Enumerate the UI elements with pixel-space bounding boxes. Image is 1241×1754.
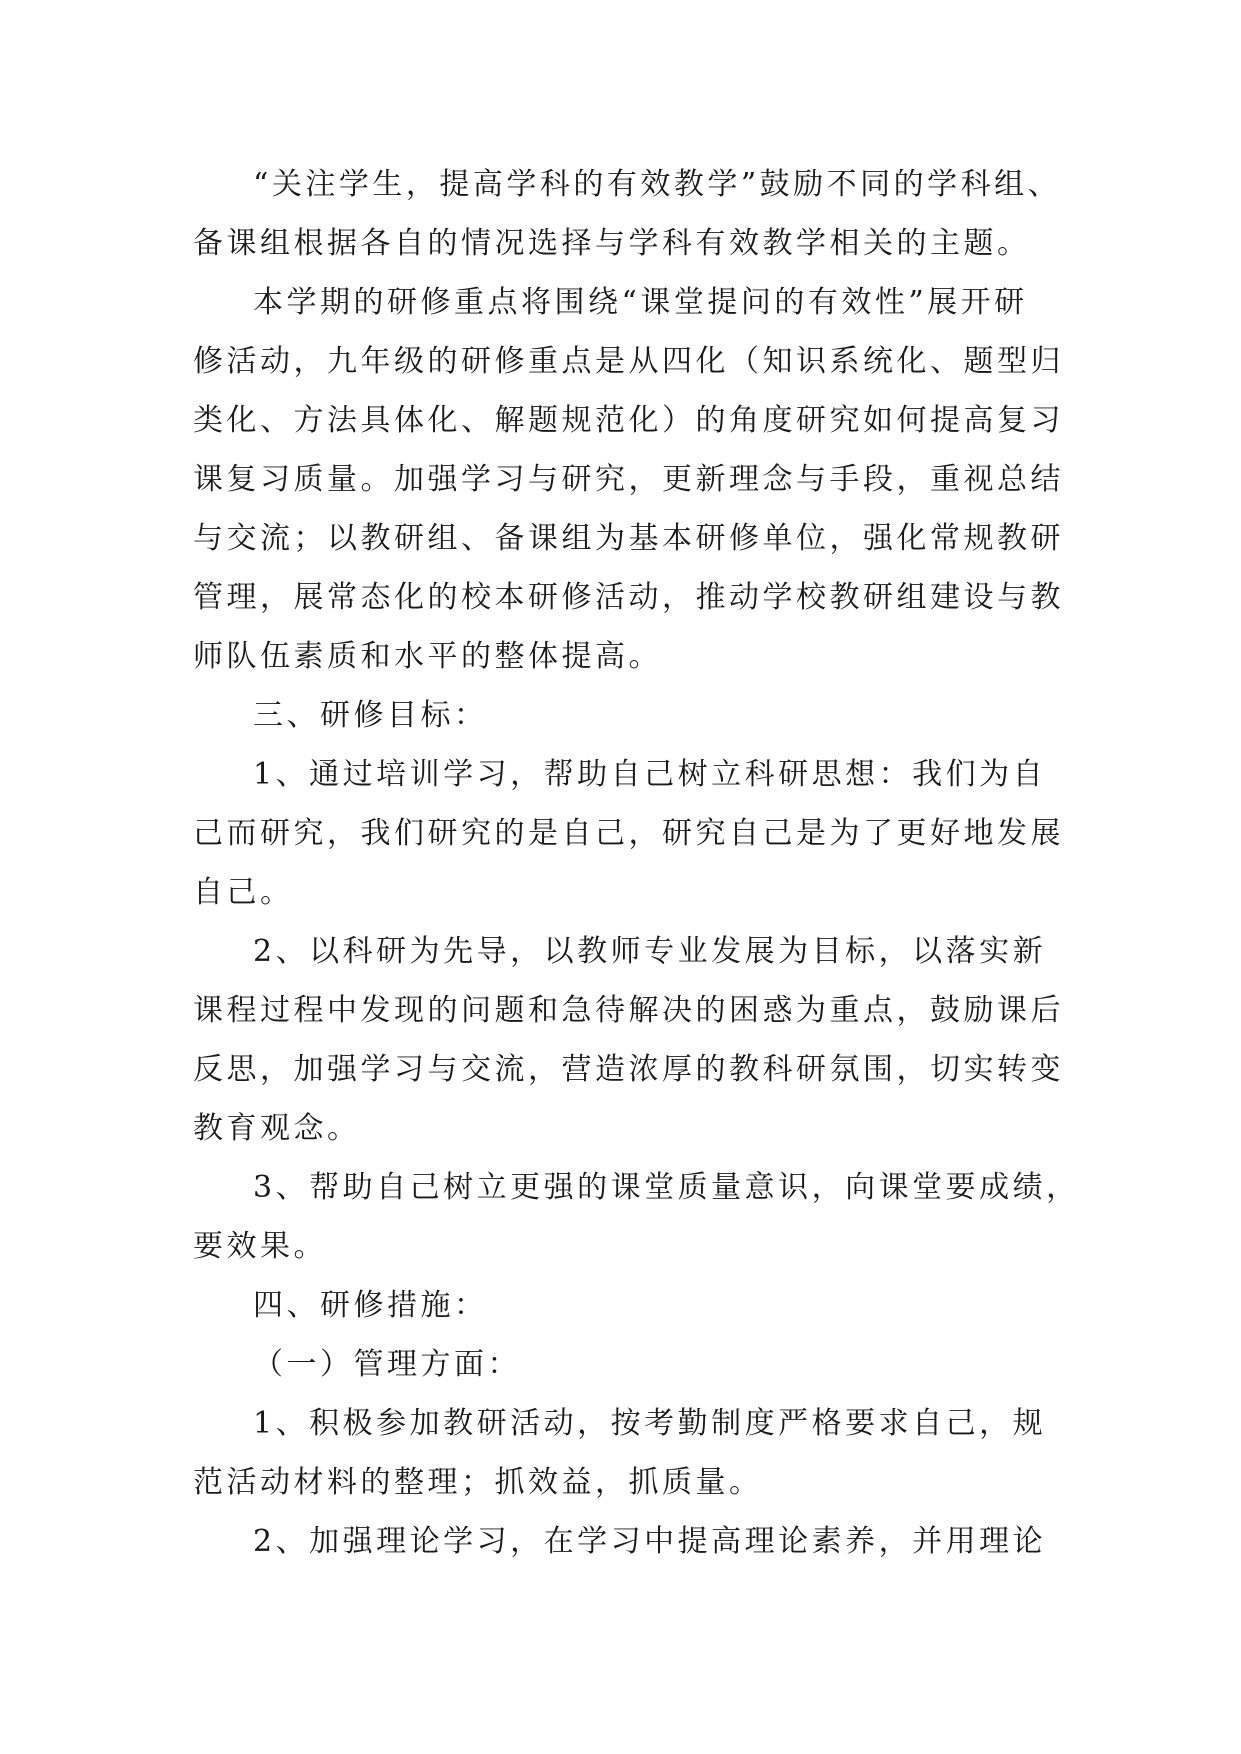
text-line: “关注学生，提高学科的有效教学”鼓励不同的学科组、 — [253, 167, 1062, 202]
text-line: 本学期的研修重点将围绕“课堂提问的有效性”展开研 — [253, 285, 1028, 320]
text-line: 反思，加强学习与交流，营造浓厚的教科研氛围，切实转变 — [193, 1052, 1064, 1087]
heading-line: （一）管理方面： — [253, 1347, 521, 1382]
section-heading-goals — [193, 686, 1073, 745]
text-line: 要效果。 — [193, 1229, 327, 1264]
document-body — [193, 155, 1080, 1571]
text-line: 类化、方法具体化、解题规范化）的角度研究如何提高复习 — [193, 403, 1064, 438]
section-heading-measures — [193, 1276, 1073, 1335]
text-line: 师队伍素质和水平的整体提高。 — [193, 639, 662, 674]
text-line: 备课组根据各自的情况选择与学科有效教学相关的主题。 — [193, 226, 1031, 261]
text-line: 2、以科研为先导，以教师专业发展为目标，以落实新 — [253, 934, 1047, 969]
text-line: 课程过程中发现的问题和急待解决的困惑为重点，鼓励课后 — [193, 993, 1064, 1028]
paragraph-measure-1 — [193, 1394, 1073, 1512]
text-line: 管理，展常态化的校本研修活动，推动学校教研组建设与教 — [193, 580, 1064, 615]
subsection-heading-management — [193, 1335, 1073, 1394]
text-line: 2、加强理论学习，在学习中提高理论素养，并用理论 — [253, 1524, 1047, 1559]
text-line: 与交流；以教研组、备课组为基本研修单位，强化常规教研 — [193, 521, 1064, 556]
text-line: 课复习质量。加强学习与研究，更新理念与手段，重视总结 — [193, 462, 1064, 497]
text-line: 1、积极参加教研活动，按考勤制度严格要求自己，规 — [253, 1406, 1047, 1441]
paragraph-measure-2 — [193, 1512, 1073, 1571]
text-line: 3、帮助自己树立更强的课堂质量意识，向课堂要成绩， — [253, 1170, 1080, 1205]
paragraph-research-focus — [193, 273, 1073, 686]
heading-line: 四、研修措施： — [253, 1288, 488, 1323]
text-line: 1、通过培训学习，帮助自己树立科研思想：我们为自 — [253, 757, 1047, 792]
text-line: 教育观念。 — [193, 1111, 361, 1146]
paragraph-goal-2 — [193, 922, 1073, 1158]
paragraph-goal-1 — [193, 745, 1073, 922]
heading-line: 三、研修目标： — [253, 698, 488, 733]
text-line: 己而研究，我们研究的是自己，研究自己是为了更好地发展 — [193, 816, 1064, 851]
text-line: 自己。 — [193, 875, 294, 910]
paragraph-focus-students — [193, 155, 1073, 273]
text-line: 修活动，九年级的研修重点是从四化（知识系统化、题型归 — [193, 344, 1064, 379]
paragraph-goal-3 — [193, 1158, 1080, 1276]
text-line: 范活动材料的整理；抓效益，抓质量。 — [193, 1465, 763, 1500]
